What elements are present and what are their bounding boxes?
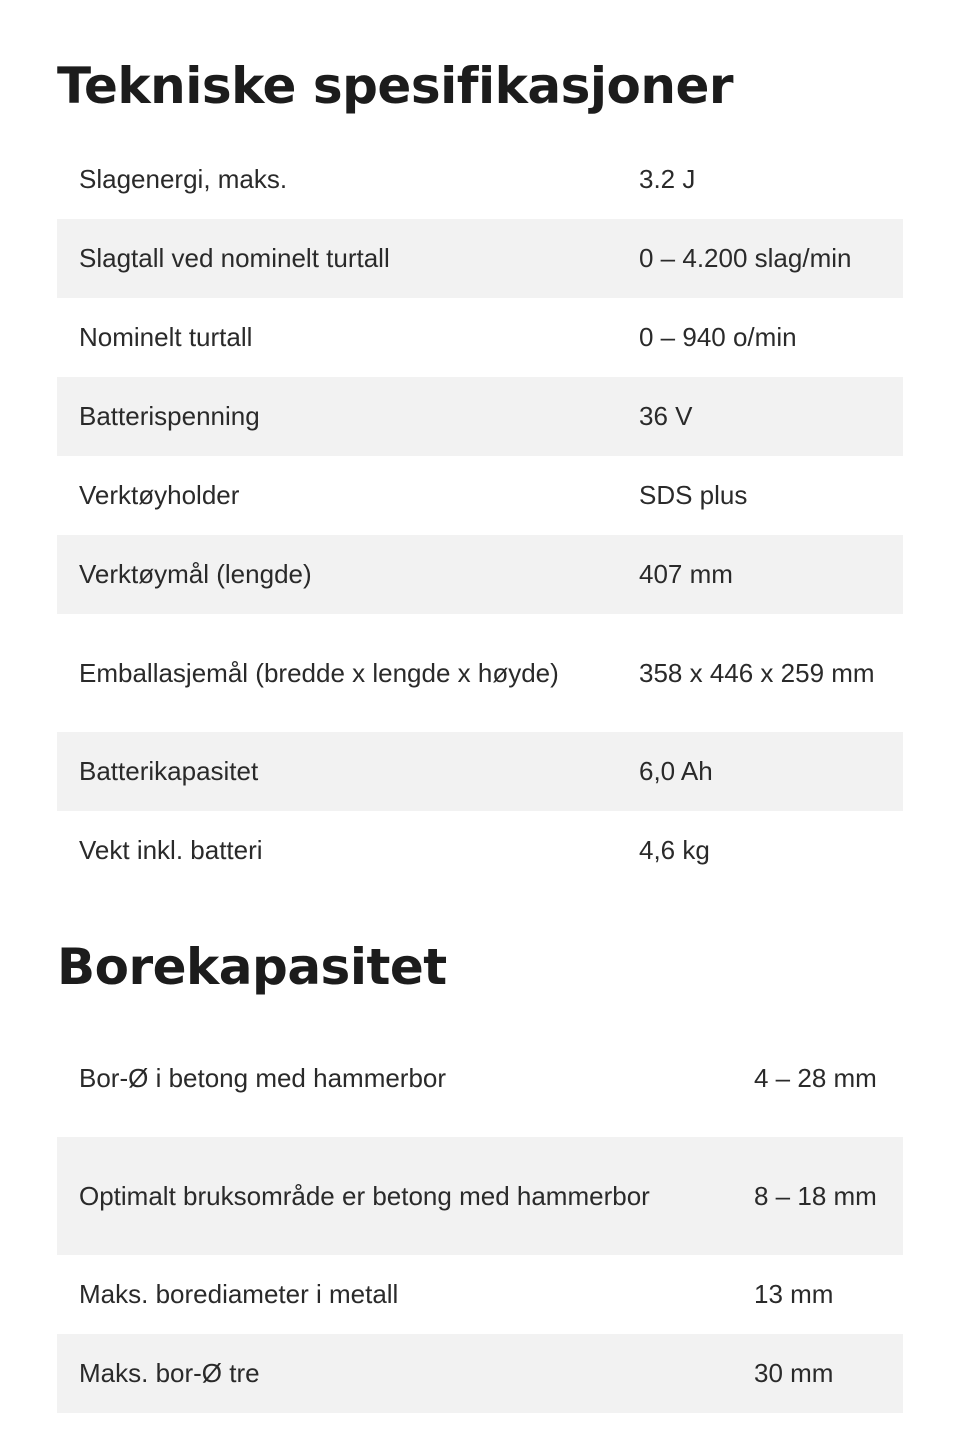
spec-label: Batterispenning <box>79 401 260 431</box>
spec-label: Maks. bor-Ø tre <box>79 1358 260 1388</box>
spec-value: 4 – 28 mm <box>754 1062 877 1093</box>
table-row <box>57 219 903 298</box>
specs-heading: Tekniske spesifikasjoner <box>57 57 734 115</box>
spec-value: 407 mm <box>639 559 733 589</box>
spec-label: Batterikapasitet <box>79 756 259 786</box>
spec-value: 30 mm <box>754 1358 834 1388</box>
spec-label: Verktøymål (lengde) <box>79 559 312 589</box>
spec-value: 0 – 4.200 slag/min <box>639 243 852 273</box>
spec-value: 3.2 J <box>639 164 696 194</box>
bore-heading: Borekapasitet <box>57 938 447 996</box>
table-row <box>57 1255 903 1334</box>
spec-value: SDS plus <box>639 480 748 510</box>
spec-label: Verktøyholder <box>79 480 240 510</box>
specs-table <box>57 140 903 890</box>
table-row <box>57 732 903 811</box>
spec-label: Vekt inkl. batteri <box>79 835 263 865</box>
spec-label: Bor-Ø i betong med hammerbor <box>79 1062 447 1093</box>
table-row <box>57 298 903 377</box>
table-row <box>57 140 903 219</box>
spec-value: 36 V <box>639 401 693 431</box>
table-row <box>57 1137 903 1255</box>
table-row <box>57 1019 903 1137</box>
spec-label: Nominelt turtall <box>79 322 253 352</box>
spec-label: Slagtall ved nominelt turtall <box>79 243 390 273</box>
spec-value: 358 x 446 x 259 mm <box>639 657 875 688</box>
spec-label: Slagenergi, maks. <box>79 164 288 194</box>
table-row <box>57 377 903 456</box>
spec-value: 0 – 940 o/min <box>639 322 797 352</box>
table-row <box>57 535 903 614</box>
table-row <box>57 811 903 890</box>
spec-value: 6,0 Ah <box>639 756 713 786</box>
spec-value: 4,6 kg <box>639 835 710 865</box>
spec-label: Optimalt bruksområde er betong med hammerbor <box>79 1180 650 1211</box>
table-row <box>57 1334 903 1413</box>
spec-value: 8 – 18 mm <box>754 1180 877 1211</box>
spec-value: 13 mm <box>754 1279 834 1309</box>
spec-label: Emballasjemål (bredde x lengde x høyde) <box>79 657 559 688</box>
table-row <box>57 614 903 732</box>
table-row <box>57 456 903 535</box>
spec-label: Maks. borediameter i metall <box>79 1279 399 1309</box>
bore-table <box>57 1019 903 1413</box>
